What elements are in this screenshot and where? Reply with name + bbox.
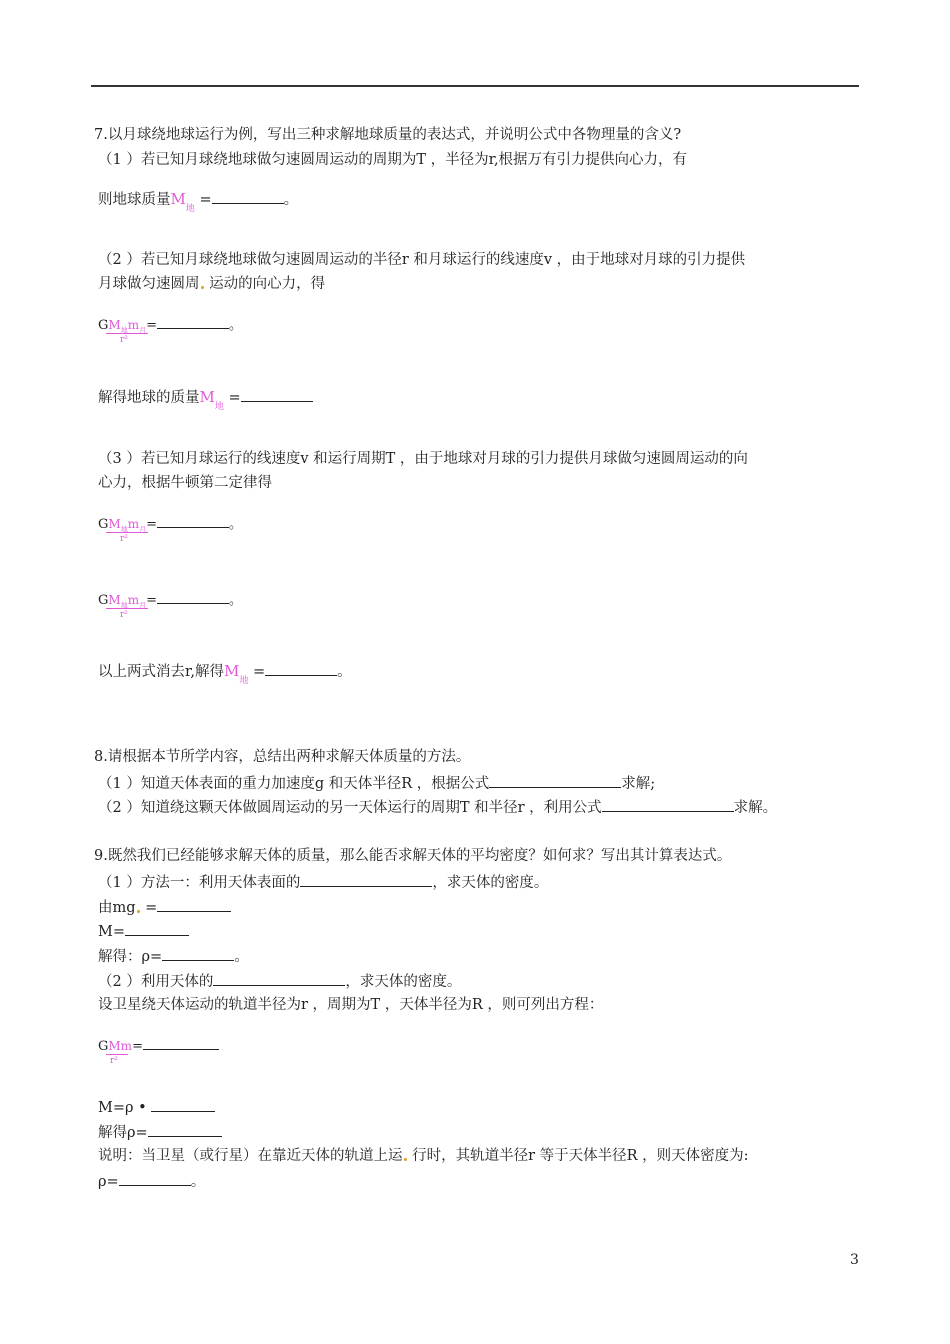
m-earth-symbol: $M_地$ bbox=[223, 662, 249, 686]
mark-dot bbox=[137, 910, 140, 913]
answer-blank[interactable] bbox=[162, 945, 234, 961]
header-rule bbox=[91, 85, 859, 87]
q9-M-line: M= bbox=[98, 920, 189, 942]
answer-blank[interactable] bbox=[148, 1121, 222, 1137]
q9-note: 说明：当卫星（或行星）在靠近天体的轨道上运 行时，其轨道半径r 等于天体半径R ，则天体密度为: bbox=[98, 1148, 749, 1164]
mark-dot bbox=[404, 1158, 407, 1161]
q7-part3-line2: 心力，根据牛顿第二定律得 bbox=[98, 475, 272, 491]
answer-blank[interactable] bbox=[125, 920, 189, 936]
q9-rho-line: 解得：ρ= 。 bbox=[98, 945, 249, 967]
q7-part2-solve: 解得地球的质量$M_地$ = bbox=[98, 386, 313, 414]
q7-part1-line1: （1 ）若已知月球绕地球做匀速圆周运动的周期为T ，半径为r,根据万有引力提供向心力，有 bbox=[98, 152, 688, 168]
answer-blank[interactable] bbox=[157, 512, 229, 528]
q9-M-rho-line: M=ρ • bbox=[98, 1096, 215, 1118]
answer-blank[interactable] bbox=[119, 1170, 191, 1186]
q9-title: 9.既然我们已经能够求解天体的质量，那么能否求解天体的平均密度？如何求？写出其计算表达式。 bbox=[94, 848, 732, 864]
answer-blank[interactable] bbox=[241, 386, 313, 402]
equals-sign: = bbox=[199, 192, 212, 208]
q7-part1-line2: 则地球质量$M_地$ = 。 bbox=[98, 190, 299, 214]
q9-method2: （2 ）利用天体的 ，求天体的密度。 bbox=[98, 970, 461, 992]
answer-blank[interactable] bbox=[300, 871, 432, 887]
q9-mg-line: 由mg = bbox=[98, 896, 231, 918]
q7-part2-line2: 月球做匀速圆周 运动的向心力，得 bbox=[98, 276, 326, 292]
gravity-formula: $GM_地m_月=$ 。 r² bbox=[98, 313, 242, 335]
gravity-formula: GMm= r² bbox=[98, 1034, 219, 1054]
q9-rho-final: ρ= 。 bbox=[98, 1170, 205, 1192]
q7-part3-line1: （3 ）若已知月球运行的线速度v 和运行周期T ，由于地球对月球的引力提供月球做匀速圆周运动的向 bbox=[98, 451, 748, 467]
answer-blank[interactable] bbox=[212, 188, 284, 204]
q8-title: 8.请根据本节所学内容，总结出两种求解天体质量的方法。 bbox=[94, 749, 471, 765]
q8-method1: （1 ）知道天体表面的重力加速度g 和天体半径R ，根据公式 求解; bbox=[98, 772, 655, 794]
m-earth-symbol: $M_地$ bbox=[199, 388, 224, 412]
answer-blank[interactable] bbox=[143, 1034, 219, 1050]
answer-blank[interactable] bbox=[157, 896, 231, 912]
q9-method1: （1 ）方法一：利用天体表面的 ，求天体的密度。 bbox=[98, 871, 548, 893]
q7-part1-label: 则地球质量 bbox=[98, 192, 171, 208]
answer-blank[interactable] bbox=[213, 970, 345, 986]
q8-method2: （2 ）知道绕这颗天体做圆周运动的另一天体运行的周期T 和半径r ，利用公式 求解。 bbox=[98, 796, 777, 818]
answer-blank[interactable] bbox=[489, 772, 621, 788]
q9-setup: 设卫星绕天体运动的轨道半径为r ，周期为T ，天体半径为R ，则可列出方程： bbox=[98, 997, 604, 1013]
page-number: 3 bbox=[850, 1252, 859, 1268]
gravity-formula: $GM_地m_月=$ 。 r² bbox=[98, 588, 242, 610]
q7-title: 7.以月球绕地球运行为例，写出三种求解地球质量的表达式，并说明公式中各物理量的含义? bbox=[94, 127, 682, 143]
gravity-formula: $GM_地m_月=$ 。 r² bbox=[98, 512, 242, 534]
answer-blank[interactable] bbox=[151, 1096, 215, 1112]
q7-part3-solve: 以上两式消去r,解得$M_地$ = 。 bbox=[98, 662, 352, 686]
answer-blank[interactable] bbox=[157, 313, 229, 329]
q9-rho2-line: 解得ρ= bbox=[98, 1121, 222, 1143]
q7-part2-line1: （2 ）若已知月球绕地球做匀速圆周运动的半径r 和月球运行的线速度v ，由于地球对月球的引力提供 bbox=[98, 252, 746, 268]
answer-blank[interactable] bbox=[265, 660, 337, 676]
answer-blank[interactable] bbox=[157, 588, 229, 604]
answer-blank[interactable] bbox=[602, 796, 734, 812]
mark-dot bbox=[201, 286, 204, 289]
m-earth-symbol: $M_地$ bbox=[170, 190, 195, 214]
